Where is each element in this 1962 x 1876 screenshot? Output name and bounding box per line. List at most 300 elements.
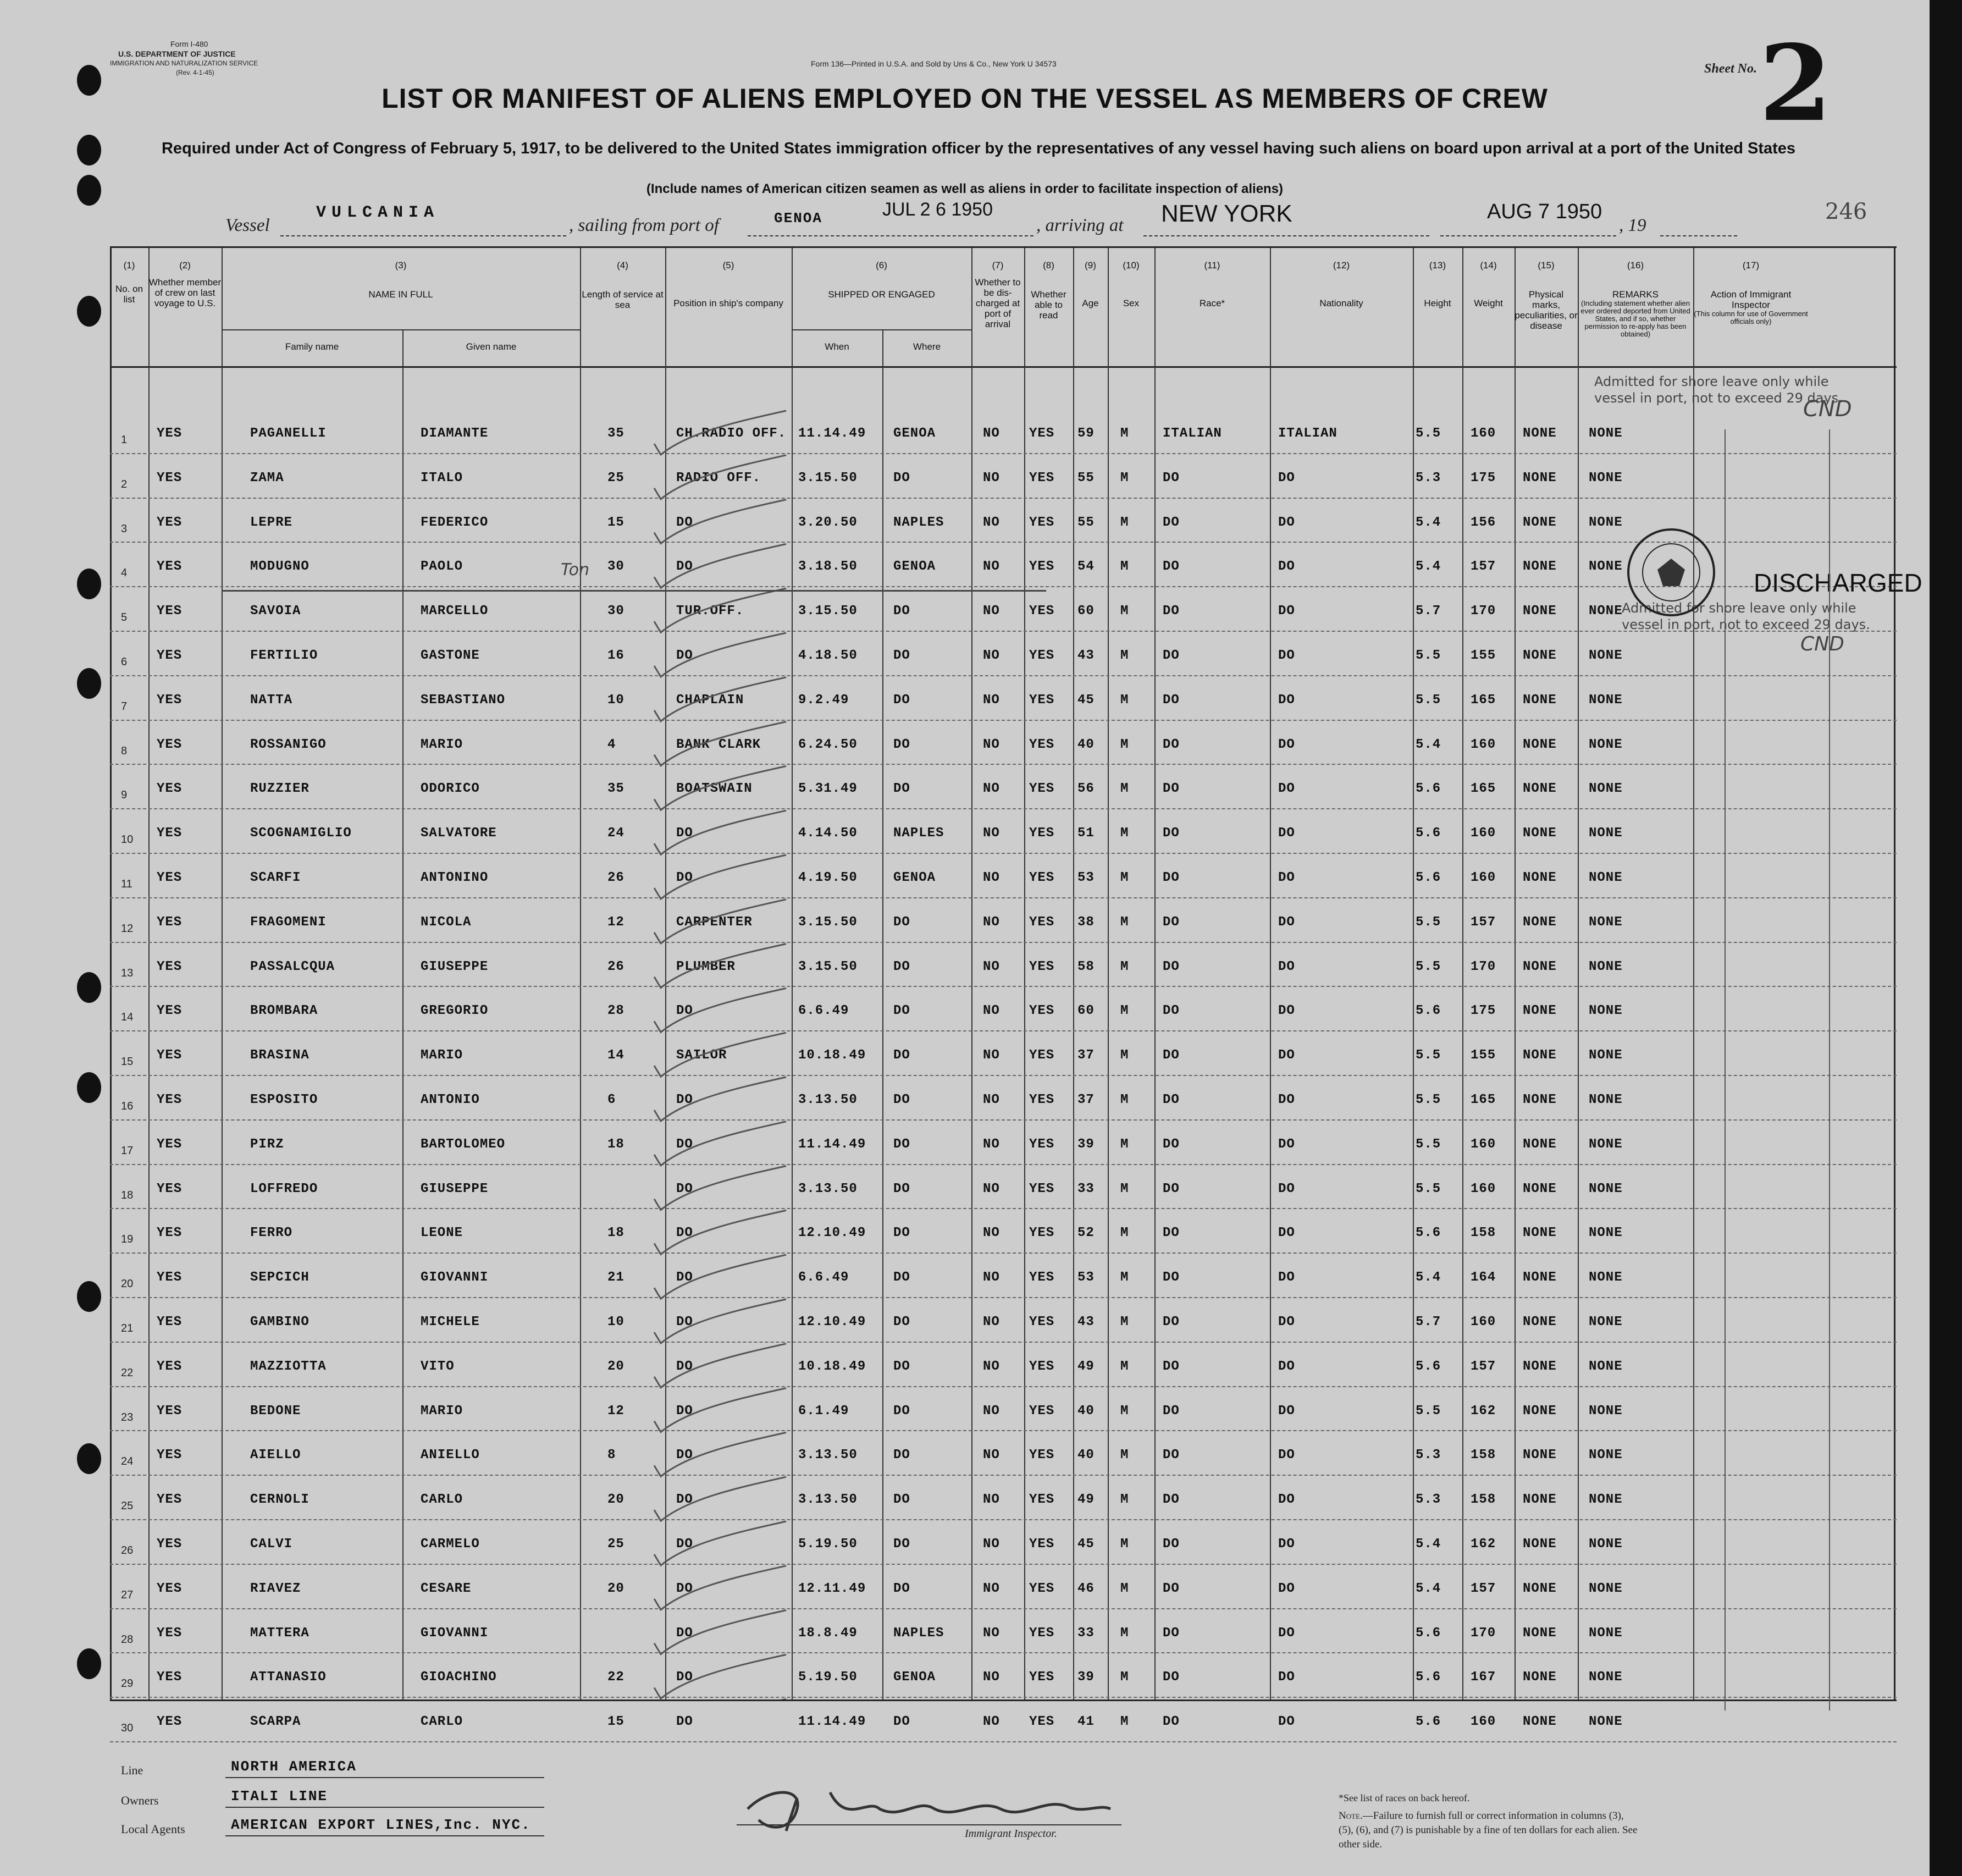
position-cell: DO	[676, 1625, 693, 1641]
check-mark	[654, 1122, 786, 1166]
nationality-cell: DO	[1278, 1136, 1295, 1152]
shipped-where-cell: DO	[893, 1003, 910, 1019]
binder-hole	[77, 296, 101, 327]
sex-cell: M	[1120, 559, 1129, 575]
given-name-cell: PAOLO	[421, 559, 463, 575]
discharged-cell: NO	[983, 1714, 1000, 1730]
race-cell: DO	[1163, 959, 1180, 974]
discharged-cell: NO	[983, 1448, 1000, 1463]
family-name-cell: SAVOIA	[250, 604, 301, 619]
given-name-cell: CESARE	[421, 1581, 472, 1596]
sex-cell: M	[1120, 826, 1129, 841]
race-cell: DO	[1163, 1403, 1180, 1419]
col-label: Physical marks, peculiarities, or disease	[1515, 289, 1578, 331]
remarks-cell: NONE	[1589, 515, 1623, 530]
position-cell: DO	[676, 870, 693, 885]
requirement-text: Required under Act of Congress of February 5, 1917, to be delivered to the United States immigration officer by the representatives of any vessel having such aliens on board upon arrival at a port of the United States	[161, 140, 1796, 157]
check-mark	[654, 411, 786, 455]
race-cell: DO	[1163, 1625, 1180, 1641]
position-cell: CARPENTER	[676, 914, 753, 930]
remarks-cell: NONE	[1589, 648, 1623, 663]
read-cell: YES	[1029, 1714, 1055, 1730]
remarks-cell: NONE	[1589, 1315, 1623, 1329]
height-cell: 5.5	[1416, 692, 1441, 708]
age-cell: 40	[1077, 1448, 1095, 1463]
read-cell: YES	[1029, 1136, 1055, 1152]
marks-cell: NONE	[1523, 1048, 1557, 1063]
col-num: (14)	[1480, 260, 1497, 271]
remarks-cell: NONE	[1589, 1448, 1623, 1463]
shipped-when-cell: 3.18.50	[798, 559, 858, 575]
height-cell: 5.5	[1416, 1403, 1441, 1419]
check-mark	[654, 1432, 786, 1476]
crew-cell: YES	[157, 1670, 183, 1685]
shipped-when-cell: 6.1.49	[798, 1403, 849, 1419]
family-name-cell: MODUGNO	[250, 559, 310, 575]
race-cell: DO	[1163, 1136, 1180, 1152]
marks-cell: NONE	[1523, 826, 1557, 841]
family-name-cell: SCARFI	[250, 870, 301, 885]
service-cell: 15	[607, 1714, 624, 1730]
col-num: (16)	[1627, 260, 1644, 271]
age-cell: 59	[1077, 426, 1095, 441]
discharged-cell: NO	[983, 1670, 1000, 1685]
row-number: 10	[121, 834, 134, 846]
binder-hole	[77, 972, 101, 1003]
height-cell: 5.6	[1416, 1670, 1441, 1685]
height-cell: 5.5	[1416, 426, 1441, 441]
age-cell: 60	[1077, 1003, 1095, 1019]
marks-cell: NONE	[1523, 648, 1557, 663]
sex-cell: M	[1120, 1625, 1129, 1641]
row-number: 11	[121, 878, 132, 890]
service-cell: 16	[607, 648, 624, 663]
nationality-cell: DO	[1278, 1181, 1295, 1196]
position-cell: DO	[676, 648, 693, 663]
sex-cell: M	[1120, 515, 1129, 530]
race-cell: DO	[1163, 470, 1180, 485]
nationality-cell: DO	[1278, 1448, 1295, 1463]
shipped-when-cell: 11.14.49	[798, 1136, 866, 1152]
sex-cell: M	[1120, 470, 1129, 485]
check-mark	[654, 944, 786, 988]
service-cell: 6	[607, 1093, 616, 1107]
height-cell: 5.3	[1416, 1492, 1441, 1508]
age-cell: 55	[1077, 470, 1095, 485]
shipped-where-cell: DO	[893, 1403, 910, 1419]
nationality-cell: DO	[1278, 515, 1295, 530]
remarks-cell: NONE	[1589, 959, 1623, 974]
read-cell: YES	[1029, 1670, 1055, 1685]
read-cell: YES	[1029, 692, 1055, 708]
crew-cell: YES	[157, 470, 183, 485]
col-num: (3)	[395, 260, 407, 271]
read-cell: YES	[1029, 1581, 1055, 1596]
position-cell: BOATSWAIN	[676, 781, 753, 797]
age-cell: 43	[1077, 1315, 1095, 1329]
read-cell: YES	[1029, 1359, 1055, 1374]
owners-underline	[225, 1807, 544, 1808]
check-mark	[654, 588, 786, 632]
arrival-date-stamp: AUG 7 1950	[1487, 200, 1602, 223]
page-title: LIST OR MANIFEST OF ALIENS EMPLOYED ON THE VESSEL AS MEMBERS OF CREW	[382, 83, 1548, 114]
crew-cell: YES	[157, 1136, 183, 1152]
given-name-cell: GIOVANNI	[421, 1270, 489, 1285]
row-number: 24	[121, 1455, 134, 1468]
sex-cell: M	[1120, 1714, 1129, 1730]
nationality-cell: DO	[1278, 1003, 1295, 1019]
check-mark	[654, 1299, 786, 1343]
crew-cell: YES	[157, 515, 183, 530]
nationality-cell: DO	[1278, 737, 1295, 752]
position-cell: DO	[676, 1181, 693, 1196]
discharged-cell: NO	[983, 826, 1000, 841]
nationality-cell: DO	[1278, 1537, 1295, 1552]
family-name-cell: RIAVEZ	[250, 1581, 301, 1596]
nationality-cell: DO	[1278, 1270, 1295, 1285]
given-name-cell: BARTOLOMEO	[421, 1136, 506, 1152]
row-number: 15	[121, 1056, 134, 1068]
fine-note	[1339, 1809, 1641, 1852]
port-underline	[748, 235, 1033, 236]
pencil-check-marks	[110, 248, 1897, 1700]
family-name-cell: FRAGOMENI	[250, 914, 327, 930]
shipped-when-cell: 3.13.50	[798, 1448, 858, 1463]
height-cell: 5.4	[1416, 737, 1441, 752]
remarks-cell: NONE	[1589, 1714, 1623, 1730]
remarks-cell: NONE	[1589, 1537, 1623, 1552]
height-cell: 5.6	[1416, 1714, 1441, 1730]
discharged-cell: NO	[983, 959, 1000, 974]
col-num: (1)	[123, 260, 135, 271]
sex-cell: M	[1120, 1048, 1129, 1063]
read-cell: YES	[1029, 1315, 1055, 1329]
read-cell: YES	[1029, 515, 1055, 530]
remarks-cell: NONE	[1589, 914, 1623, 930]
nationality-cell: DO	[1278, 1670, 1295, 1685]
col-label: Position in ship's company	[673, 298, 783, 308]
when-header: When	[825, 341, 849, 352]
weight-cell: 157	[1471, 1359, 1496, 1374]
shipped-when-cell: 9.2.49	[798, 692, 849, 708]
family-name-cell: ROSSANIGO	[250, 737, 327, 752]
family-name-cell: LEPRE	[250, 515, 293, 530]
cnd-mark-1: CND	[1803, 396, 1852, 422]
discharged-cell: NO	[983, 559, 1000, 575]
weight-cell: 158	[1471, 1226, 1496, 1241]
family-name-cell: PASSALCQUA	[250, 959, 335, 974]
weight-cell: 160	[1471, 826, 1496, 841]
height-cell: 5.7	[1416, 1315, 1441, 1329]
row-number: 30	[121, 1722, 134, 1735]
family-name-cell: RUZZIER	[250, 781, 310, 797]
col-label: No. on list	[115, 284, 143, 305]
remarks-cell: NONE	[1589, 559, 1623, 575]
height-cell: 5.6	[1416, 870, 1441, 885]
race-cell: DO	[1163, 1226, 1180, 1241]
remarks-cell: NONE	[1589, 826, 1623, 841]
nationality-cell: DO	[1278, 470, 1295, 485]
family-name-cell: BRASINA	[250, 1048, 310, 1063]
marks-cell: NONE	[1523, 1714, 1557, 1730]
race-cell: DO	[1163, 648, 1180, 663]
given-name-cell: NICOLA	[421, 914, 472, 930]
signature-line	[737, 1824, 1121, 1825]
weight-cell: 170	[1471, 959, 1496, 974]
race-cell: DO	[1163, 1093, 1180, 1107]
weight-cell: 157	[1471, 559, 1496, 575]
position-cell: PLUMBER	[676, 959, 736, 974]
weight-cell: 167	[1471, 1670, 1496, 1685]
read-cell: YES	[1029, 1226, 1055, 1241]
race-cell: DO	[1163, 781, 1180, 797]
row-number: 9	[121, 789, 128, 802]
discharged-cell: NO	[983, 1537, 1000, 1552]
family-name-cell: FERRO	[250, 1226, 293, 1241]
weight-cell: 175	[1471, 1003, 1496, 1019]
check-mark	[654, 544, 786, 588]
discharged-cell: NO	[983, 470, 1000, 485]
check-mark	[654, 1566, 786, 1610]
nationality-cell: DO	[1278, 1093, 1295, 1107]
marks-cell: NONE	[1523, 470, 1557, 485]
check-mark	[654, 677, 786, 721]
sex-cell: M	[1120, 1136, 1129, 1152]
nationality-cell: DO	[1278, 870, 1295, 885]
shipped-when-cell: 12.11.49	[798, 1581, 866, 1596]
read-cell: YES	[1029, 559, 1055, 575]
shipped-where-cell: DO	[893, 1136, 910, 1152]
given-name-header: Given name	[466, 341, 517, 352]
shipped-when-cell: 6.6.49	[798, 1003, 849, 1019]
nationality-cell: DO	[1278, 604, 1295, 619]
sailing-label: , sailing from port of	[569, 216, 719, 235]
remarks-cell: NONE	[1589, 1093, 1623, 1107]
nationality-cell: DO	[1278, 1625, 1295, 1641]
family-name-cell: MATTERA	[250, 1625, 310, 1641]
discharged-cell: NO	[983, 914, 1000, 930]
crew-cell: YES	[157, 1048, 183, 1063]
row-number: 19	[121, 1233, 134, 1246]
nationality-cell: DO	[1278, 1315, 1295, 1329]
shipped-when-cell: 5.19.50	[798, 1537, 858, 1552]
action-pencil-line	[1829, 429, 1830, 1711]
weight-cell: 165	[1471, 692, 1496, 708]
marks-cell: NONE	[1523, 1093, 1557, 1107]
read-cell: YES	[1029, 648, 1055, 663]
age-cell: 37	[1077, 1093, 1095, 1107]
height-cell: 5.6	[1416, 781, 1441, 797]
shipped-when-cell: 11.14.49	[798, 1714, 866, 1730]
service-cell: 18	[607, 1136, 624, 1152]
position-cell: DO	[676, 515, 693, 530]
shipped-where-cell: NAPLES	[893, 1625, 944, 1641]
sex-cell: M	[1120, 914, 1129, 930]
check-mark	[654, 1388, 786, 1432]
row-number: 28	[121, 1633, 134, 1646]
departure-port: GENOA	[774, 210, 823, 227]
check-mark	[654, 900, 786, 943]
page-number: 246	[1825, 199, 1867, 224]
family-name-cell: SEPCICH	[250, 1270, 310, 1285]
nationality-cell: DO	[1278, 648, 1295, 663]
race-cell: DO	[1163, 559, 1180, 575]
note-text: —Failure to furnish full or correct information in columns (3), (5), (6), and (7) is punishable by a fine of ten dollars for each alien. See other side.	[1339, 1810, 1638, 1850]
shipped-when-cell: 3.13.50	[798, 1181, 858, 1196]
position-cell: TUR.OFF.	[676, 604, 744, 619]
sex-cell: M	[1120, 692, 1129, 708]
shipped-where-cell: DO	[893, 914, 910, 930]
col-label: Whether to be dis-charged at port of arrival	[975, 277, 1021, 329]
date-underline	[1440, 235, 1616, 236]
weight-cell: 165	[1471, 1093, 1496, 1107]
read-cell: YES	[1029, 781, 1055, 797]
marks-cell: NONE	[1523, 515, 1557, 530]
discharged-cell: NO	[983, 1315, 1000, 1329]
read-cell: YES	[1029, 1403, 1055, 1419]
shipped-when-cell: 6.6.49	[798, 1270, 849, 1285]
shipped-when-cell: 3.15.50	[798, 959, 858, 974]
race-cell: DO	[1163, 604, 1180, 619]
service-cell: 18	[607, 1226, 624, 1241]
race-cell: DO	[1163, 692, 1180, 708]
row-number: 23	[121, 1411, 134, 1423]
crew-cell: YES	[157, 1181, 183, 1196]
race-cell: DO	[1163, 826, 1180, 841]
shipped-when-cell: 3.15.50	[798, 470, 858, 485]
row5-strikethrough	[222, 590, 1046, 592]
discharged-stamp: DISCHARGED	[1754, 569, 1922, 597]
shipped-where-cell: DO	[893, 1448, 910, 1463]
sex-cell: M	[1120, 1448, 1129, 1463]
crew-cell: YES	[157, 1537, 183, 1552]
row-number: 16	[121, 1100, 134, 1112]
remarks-note: (Including statement whether alien ever ordered deported from United States, and if so, whether permission to re-apply has been obtained)	[1580, 299, 1690, 338]
line-label: Line	[121, 1763, 143, 1777]
race-cell: DO	[1163, 1003, 1180, 1019]
shipped-when-cell: 3.20.50	[798, 515, 858, 530]
row-number: 25	[121, 1500, 134, 1513]
service-cell: 24	[607, 826, 624, 841]
col-num: (6)	[876, 260, 887, 271]
discharged-cell: NO	[983, 426, 1000, 441]
marks-cell: NONE	[1523, 1403, 1557, 1419]
service-cell: 10	[607, 1315, 624, 1329]
discharged-cell: NO	[983, 1581, 1000, 1596]
age-cell: 33	[1077, 1625, 1095, 1641]
age-cell: 53	[1077, 870, 1095, 885]
marks-cell: NONE	[1523, 1136, 1557, 1152]
remarks-cell: NONE	[1589, 1181, 1623, 1196]
read-cell: YES	[1029, 1537, 1055, 1552]
col-label: Race*	[1199, 298, 1225, 308]
sex-cell: M	[1120, 781, 1129, 797]
height-cell: 5.5	[1416, 1048, 1441, 1063]
given-name-cell: SEBASTIANO	[421, 692, 506, 708]
shipped-when-cell: 4.19.50	[798, 870, 858, 885]
shipped-where-cell: DO	[893, 470, 910, 485]
read-cell: YES	[1029, 1093, 1055, 1107]
row-number: 17	[121, 1144, 134, 1157]
remarks-cell: NONE	[1589, 1226, 1623, 1241]
agents-underline	[225, 1835, 544, 1836]
read-cell: YES	[1029, 1003, 1055, 1019]
shore-leave-note-2: Admitted for shore leave only while vessel in port, not to exceed 29 days.	[1622, 600, 1870, 632]
agents-value: AMERICAN EXPORT LINES,Inc. NYC.	[231, 1817, 531, 1833]
age-cell: 49	[1077, 1359, 1095, 1374]
shipped-where-cell: DO	[893, 1359, 910, 1374]
col-label: SHIPPED OR ENGAGED	[828, 289, 935, 300]
shipped-when-cell: 10.18.49	[798, 1359, 866, 1374]
owners-value: ITALI LINE	[231, 1788, 328, 1805]
race-cell: DO	[1163, 1448, 1180, 1463]
position-cell: DO	[676, 1093, 693, 1107]
service-cell: 20	[607, 1492, 624, 1508]
age-cell: 39	[1077, 1136, 1095, 1152]
shipped-where-cell: DO	[893, 959, 910, 974]
age-cell: 38	[1077, 914, 1095, 930]
marks-cell: NONE	[1523, 1492, 1557, 1508]
age-cell: 39	[1077, 1670, 1095, 1685]
family-name-cell: CALVI	[250, 1537, 293, 1552]
sex-cell: M	[1120, 737, 1129, 752]
position-cell: DO	[676, 1136, 693, 1152]
check-mark	[654, 1521, 786, 1565]
family-name-cell: CERNOLI	[250, 1492, 310, 1508]
col-label: NAME IN FULL	[368, 289, 433, 300]
nationality-cell: DO	[1278, 1226, 1295, 1241]
remarks-cell: NONE	[1589, 1136, 1623, 1152]
race-cell: DO	[1163, 1359, 1180, 1374]
read-cell: YES	[1029, 826, 1055, 841]
age-cell: 49	[1077, 1492, 1095, 1508]
col-label: Height	[1424, 298, 1451, 308]
age-cell: 40	[1077, 1403, 1095, 1419]
weight-cell: 157	[1471, 1581, 1496, 1596]
weight-cell: 160	[1471, 426, 1496, 441]
family-name-cell: ESPOSITO	[250, 1093, 318, 1107]
check-mark	[654, 1210, 786, 1254]
crew-cell: YES	[157, 1093, 183, 1107]
given-name-cell: MARCELLO	[421, 604, 489, 619]
given-name-cell: VITO	[421, 1359, 455, 1374]
col-num: (4)	[617, 260, 628, 271]
age-cell: 33	[1077, 1181, 1095, 1196]
shipped-where-cell: DO	[893, 1492, 910, 1508]
given-name-cell: ANIELLO	[421, 1448, 480, 1463]
arrival-underline	[1143, 235, 1429, 236]
position-cell: DO	[676, 1226, 693, 1241]
family-name-cell: ZAMA	[250, 470, 284, 485]
binder-hole	[77, 1443, 101, 1474]
shipped-when-cell: 4.14.50	[798, 826, 858, 841]
position-cell: DO	[676, 1315, 693, 1329]
sex-cell: M	[1120, 1270, 1129, 1285]
discharged-cell: NO	[983, 1492, 1000, 1508]
given-name-cell: CARLO	[421, 1714, 463, 1730]
given-name-cell: CARLO	[421, 1492, 463, 1508]
shipped-when-cell: 3.13.50	[798, 1492, 858, 1508]
sex-cell: M	[1120, 1093, 1129, 1107]
row-number: 22	[121, 1366, 134, 1379]
weight-cell: 155	[1471, 1048, 1496, 1063]
given-name-cell: GIUSEPPE	[421, 1181, 489, 1196]
discharged-cell: NO	[983, 1093, 1000, 1107]
crew-cell: YES	[157, 1714, 183, 1730]
weight-cell: 160	[1471, 737, 1496, 752]
weight-cell: 158	[1471, 1448, 1496, 1463]
discharged-cell: NO	[983, 648, 1000, 663]
